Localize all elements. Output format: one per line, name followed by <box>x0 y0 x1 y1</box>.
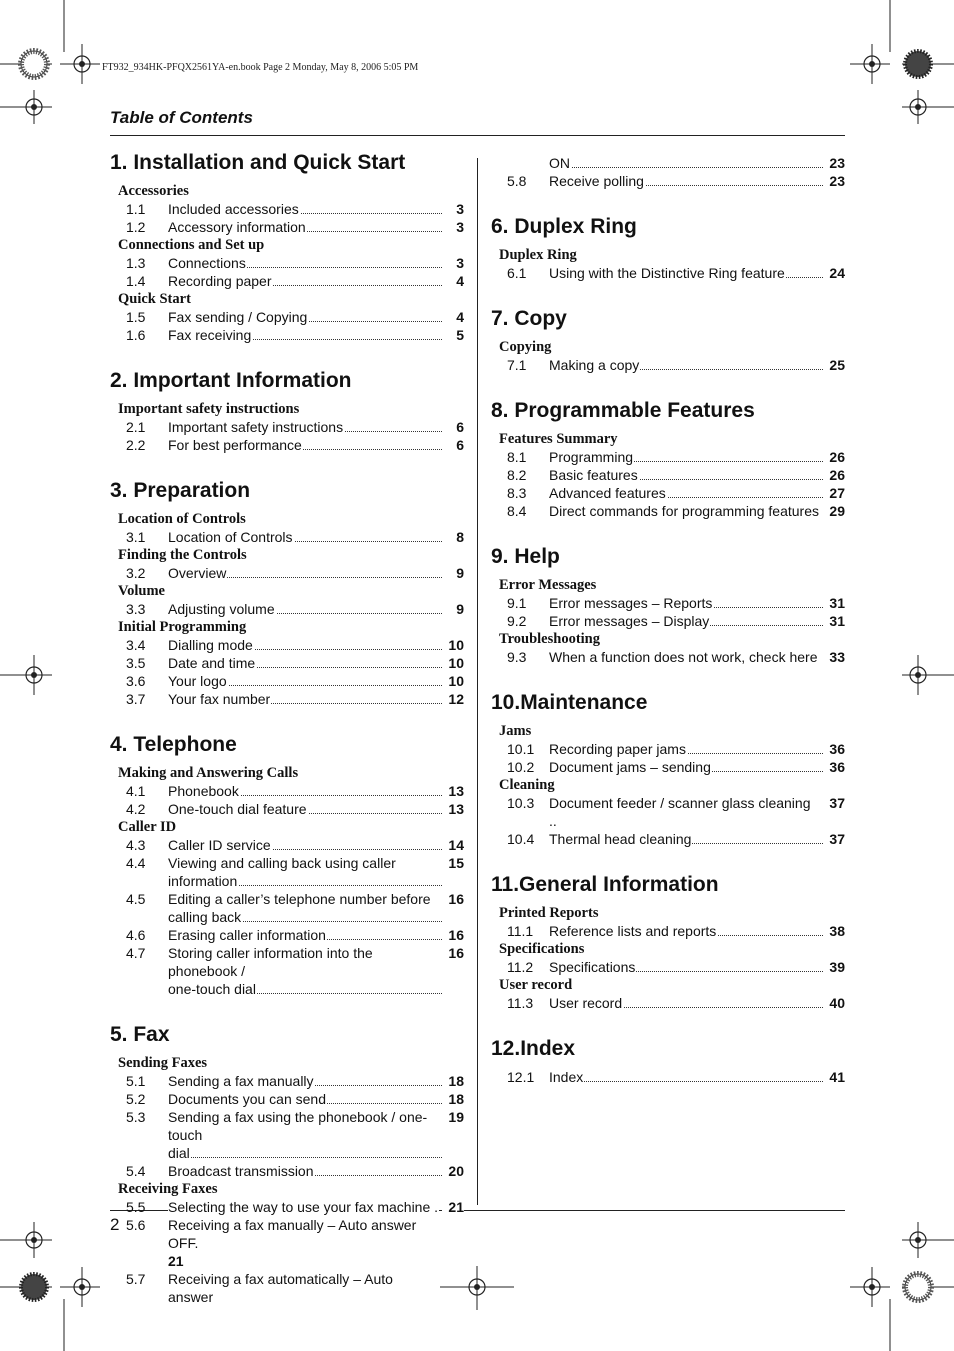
toc-entry-continued[interactable]: ON 23 <box>549 155 845 171</box>
section-heading: Troubleshooting <box>499 631 600 647</box>
toc-entry[interactable]: 12.1 Index 41 <box>507 1069 845 1085</box>
toc-entry[interactable]: 3.7 Your fax number 12 <box>126 691 464 707</box>
toc-entry[interactable]: 3.4 Dialling mode 10 <box>126 637 464 653</box>
toc-entry[interactable]: 9.2 Error messages – Display 31 <box>507 613 845 629</box>
toc-entry[interactable]: 4.6 Erasing caller information 16 <box>126 927 464 943</box>
chapter-title: 12.Index <box>491 1037 576 1060</box>
toc-entry[interactable]: 11.2 Specifications 39 <box>507 959 845 975</box>
toc-entry[interactable]: 5.5 Selecting the way to use your fax machine . 21 <box>126 1199 464 1215</box>
toc-entry[interactable]: 9.1 Error messages – Reports 31 <box>507 595 845 611</box>
header-rule <box>110 135 845 136</box>
toc-entry[interactable]: 11.3 User record 40 <box>507 995 845 1011</box>
toc-entry[interactable]: 3.2 Overview 9 <box>126 565 464 581</box>
chapter-title: 6. Duplex Ring <box>491 215 637 238</box>
toc-entry[interactable]: 4.3 Caller ID service 14 <box>126 837 464 853</box>
section-heading: Sending Faxes <box>118 1055 208 1071</box>
toc-entry[interactable]: 10.1 Recording paper jams 36 <box>507 741 845 757</box>
toc-entry[interactable]: 1.5 Fax sending / Copying 4 <box>126 309 464 325</box>
toc-entry[interactable]: 1.2 Accessory information 3 <box>126 219 464 235</box>
section-heading: Copying <box>499 339 552 355</box>
toc-entry[interactable]: 5.8 Receive polling 23 <box>507 173 845 189</box>
section-heading: User record <box>499 977 573 993</box>
chapter-title: 10.Maintenance <box>491 691 648 714</box>
section-heading: Features Summary <box>499 431 618 447</box>
section-heading: Volume <box>118 583 165 599</box>
section-heading: Specifications <box>499 941 585 957</box>
section-heading: Receiving Faxes <box>118 1181 218 1197</box>
chapter-title: 2. Important Information <box>110 369 352 392</box>
file-slug: FT932_934HK-PFQX2561YA-en.book Page 2 Monday, May 8, 2006 5:05 PM <box>102 62 419 73</box>
page-number: 2 <box>110 1215 120 1234</box>
toc-entry[interactable]: 5.2 Documents you can send 18 <box>126 1091 464 1107</box>
section-heading: Jams <box>499 723 532 739</box>
toc-entry[interactable]: 5.1 Sending a fax manually 18 <box>126 1073 464 1089</box>
section-heading: Initial Programming <box>118 619 247 635</box>
toc-entry[interactable]: 4.5 Editing a caller’s telephone number before calling back 16 <box>126 891 464 925</box>
chapter-title: 5. Fax <box>110 1023 170 1046</box>
toc-entry[interactable]: 8.3 Advanced features 27 <box>507 485 845 501</box>
chapter-title: 1. Installation and Quick Start <box>110 151 406 174</box>
toc-entry[interactable]: 10.4 Thermal head cleaning 37 <box>507 831 845 847</box>
running-head: Table of Contents <box>110 108 253 127</box>
section-heading: Quick Start <box>118 291 191 307</box>
chapter-title: 8. Programmable Features <box>491 399 755 422</box>
toc-entry[interactable]: 3.1 Location of Controls 8 <box>126 529 464 545</box>
toc-entry[interactable]: 2.1 Important safety instructions 6 <box>126 419 464 435</box>
chapter-title: 4. Telephone <box>110 733 237 756</box>
toc-entry[interactable]: 4.2 One-touch dial feature 13 <box>126 801 464 817</box>
chapter-title: 11.General Information <box>491 873 719 896</box>
section-heading: Duplex Ring <box>499 247 577 263</box>
toc-entry[interactable]: 8.1 Programming 26 <box>507 449 845 465</box>
column-divider <box>477 158 478 1205</box>
chapter-title: 9. Help <box>491 545 560 568</box>
chapter-title: 7. Copy <box>491 307 567 330</box>
toc-entry[interactable]: 4.4 Viewing and calling back using caller information 15 <box>126 855 464 889</box>
section-heading: Important safety instructions <box>118 401 300 417</box>
chapter-title: 3. Preparation <box>110 479 251 502</box>
toc-entry[interactable]: 1.6 Fax receiving 5 <box>126 327 464 343</box>
toc-entry[interactable]: 11.1 Reference lists and reports 38 <box>507 923 845 939</box>
toc-entry[interactable]: 5.6 Receiving a fax manually – Auto answer OFF. 21 <box>126 1217 417 1269</box>
toc-entry[interactable]: 8.4 Direct commands for programming features 29 <box>507 503 845 519</box>
section-heading: Location of Controls <box>118 511 246 527</box>
toc-entry[interactable]: 10.2 Document jams – sending 36 <box>507 759 845 775</box>
toc-entry[interactable]: 1.1 Included accessories 3 <box>126 201 464 217</box>
toc-right-column <box>491 154 845 1086</box>
toc-entry[interactable]: 7.1 Making a copy 25 <box>507 357 845 373</box>
toc-entry[interactable]: 10.3 Document feeder / scanner glass cleaning .. 37 <box>507 795 845 829</box>
toc-entry[interactable]: 9.3 When a function does not work, check here 33 <box>507 649 845 665</box>
toc-entry[interactable]: 5.3 Sending a fax using the phonebook / one-touch dial 19 <box>126 1109 464 1161</box>
toc-entry[interactable]: 5.4 Broadcast transmission 20 <box>126 1163 464 1179</box>
toc-entry[interactable]: 1.3 Connections 3 <box>126 255 464 271</box>
section-heading: Error Messages <box>499 577 597 593</box>
toc-entry[interactable]: 4.1 Phonebook 13 <box>126 783 464 799</box>
toc-entry[interactable]: 3.5 Date and time 10 <box>126 655 464 671</box>
toc-entry[interactable]: 2.2 For best performance 6 <box>126 437 464 453</box>
toc-entry[interactable]: 5.7 Receiving a fax automatically – Auto answer <box>126 1271 393 1305</box>
toc-entry[interactable]: 6.1 Using with the Distinctive Ring feature 24 <box>507 265 845 281</box>
section-heading: Making and Answering Calls <box>118 765 299 781</box>
section-heading: Connections and Set up <box>118 237 265 253</box>
toc-left-column <box>110 150 464 1306</box>
section-heading: Accessories <box>118 183 189 199</box>
section-heading: Caller ID <box>118 819 177 835</box>
toc-entry[interactable]: 1.4 Recording paper 4 <box>126 273 464 289</box>
section-heading: Finding the Controls <box>118 547 247 563</box>
toc-entry[interactable]: 3.6 Your logo 10 <box>126 673 464 689</box>
toc-entry[interactable]: 3.3 Adjusting volume 9 <box>126 601 464 617</box>
section-heading: Cleaning <box>499 777 555 793</box>
toc-entry[interactable]: 8.2 Basic features 26 <box>507 467 845 483</box>
toc-entry[interactable]: 4.7 Storing caller information into the phonebook / one-touch dial 16 <box>126 945 464 997</box>
section-heading: Printed Reports <box>499 905 599 921</box>
